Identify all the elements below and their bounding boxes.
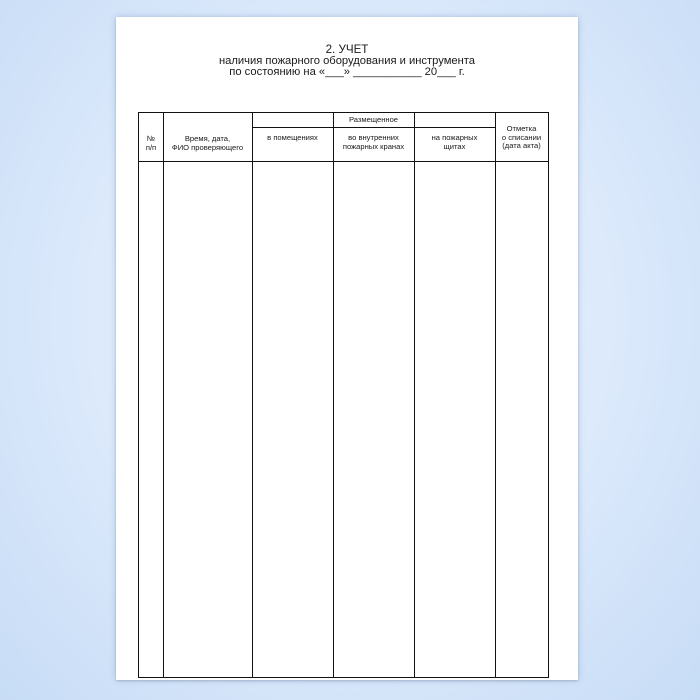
column-divider: [414, 113, 415, 677]
column-divider: [163, 113, 164, 677]
title-date-line: по состоянию на «___» ___________ 20___ г.: [229, 66, 465, 78]
column-divider: [252, 113, 253, 677]
equipment-table: [138, 112, 549, 678]
column-divider: [333, 113, 334, 677]
form-title: [116, 44, 578, 79]
header-number: № п/п: [145, 134, 157, 152]
header-placed-shields: на пожарных щитах: [431, 133, 478, 151]
column-divider: [495, 113, 496, 677]
form-page: [116, 17, 578, 680]
header-placed-rooms: в помещениях: [267, 133, 318, 142]
header-writeoff: Отметка о списании (дата акта): [501, 124, 542, 151]
header-placed-hydrants: во внутренних пожарных кранах: [342, 133, 405, 151]
section-heading: 2. УЧЕТ: [325, 43, 369, 56]
header-inspector: Время, дата, ФИО проверяющего: [171, 134, 244, 152]
header-bottom-line: [139, 161, 548, 162]
subheader-divider: [252, 127, 495, 128]
title-subject-line: наличия пожарного оборудования и инструмента: [219, 54, 475, 67]
header-placed-group: Размещенное: [348, 115, 399, 124]
